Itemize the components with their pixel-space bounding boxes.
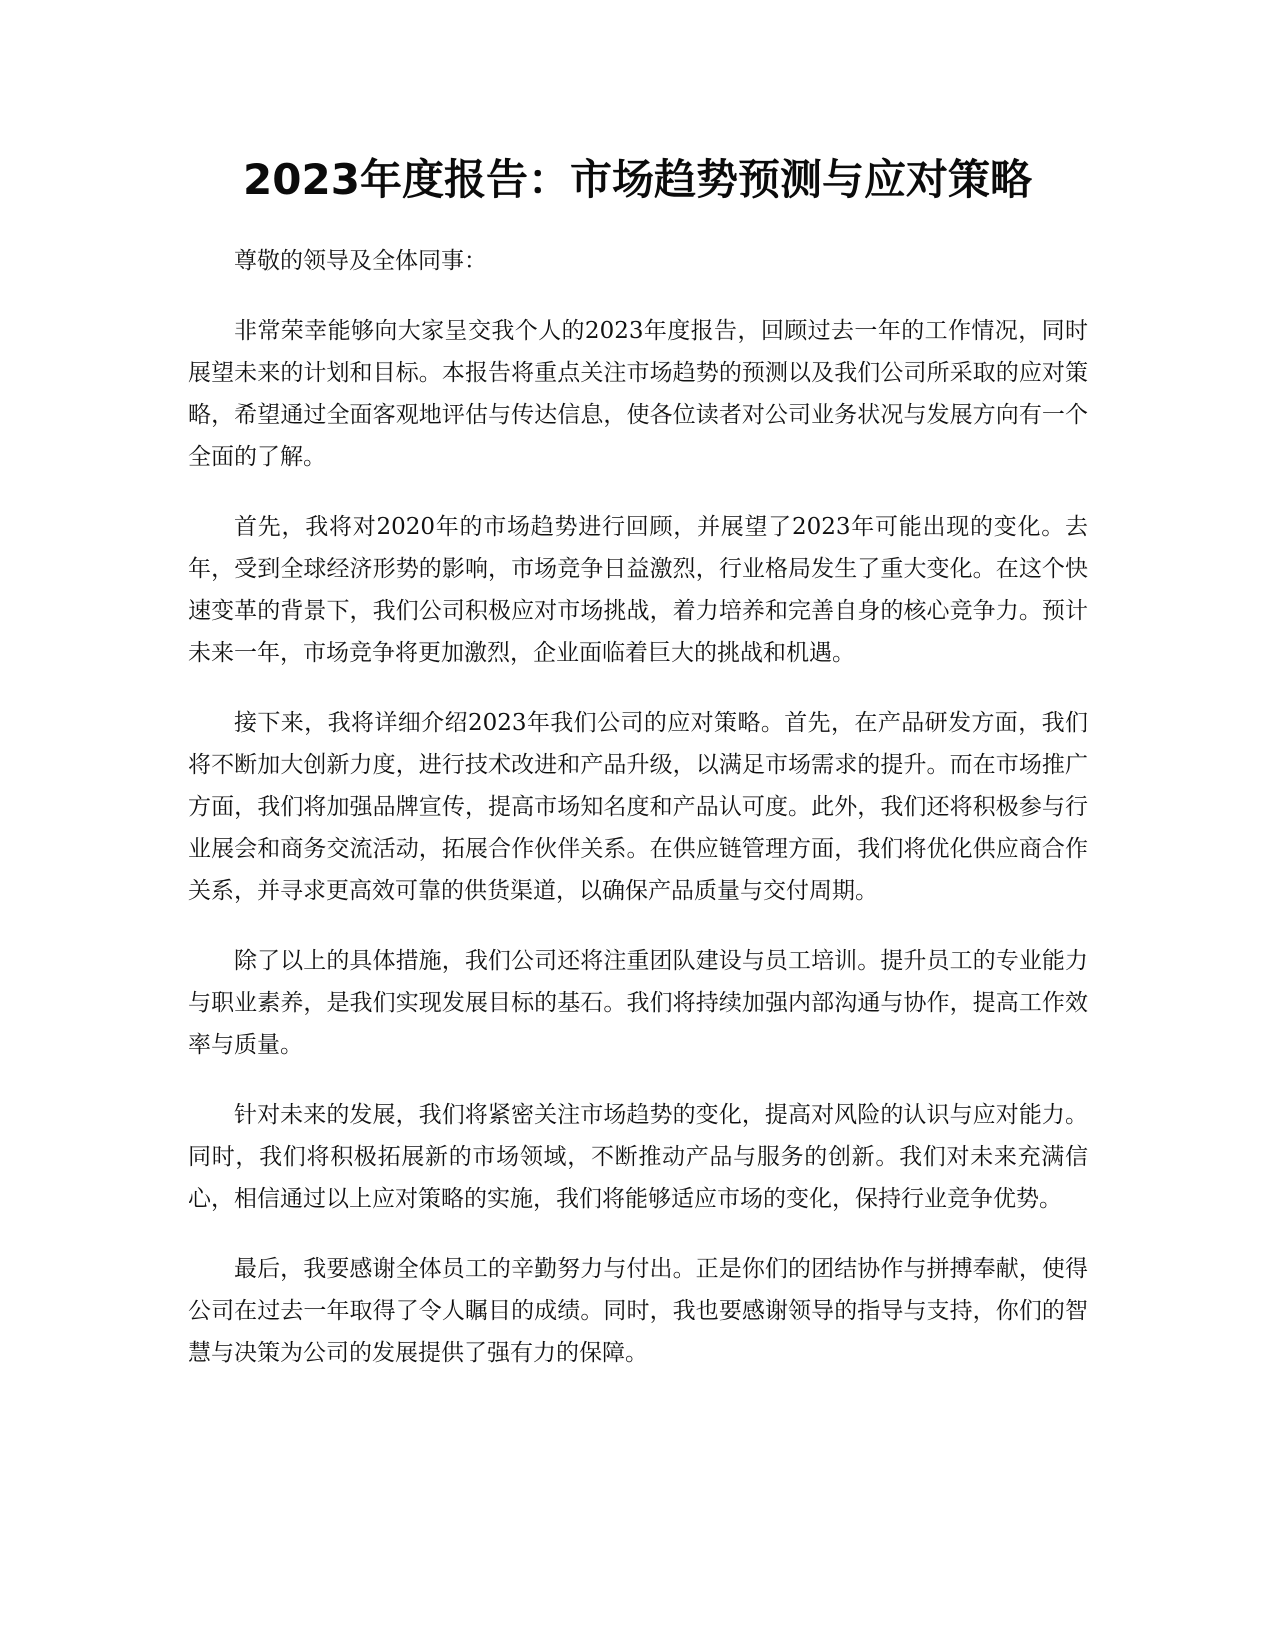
paragraph-market-review: 首先，我将对2020年的市场趋势进行回顾，并展望了2023年可能出现的变化。去年，受到全球经济形势的影响，市场竞争日益激烈，行业格局发生了重大变化。在这个快速变革的背景下，我们公司积极应对市场挑战，着力培养和完善自身的核心竞争力。预计未来一年，市场竞争将更加激烈，企业面临着巨大的挑战和机遇。: [188, 514, 1088, 666]
paragraph-team-building: 除了以上的具体措施，我们公司还将注重团队建设与员工培训。提升员工的专业能力与职业素养，是我们实现发展目标的基石。我们将持续加强内部沟通与协作，提高工作效率与质量。: [188, 948, 1088, 1058]
paragraph-acknowledgement: 最后，我要感谢全体员工的辛勤努力与付出。正是你们的团结协作与拼搏奉献，使得公司在过去一年取得了令人瞩目的成绩。同时，我也要感谢领导的指导与支持，你们的智慧与决策为公司的发展提供了强有力的保障。: [188, 1256, 1088, 1366]
document-title: 2023年度报告：市场趋势预测与应对策略: [243, 155, 1032, 204]
paragraph-introduction: 非常荣幸能够向大家呈交我个人的2023年度报告，回顾过去一年的工作情况，同时展望未来的计划和目标。本报告将重点关注市场趋势的预测以及我们公司所采取的应对策略，希望通过全面客观地评估与传达信息，使各位读者对公司业务状况与发展方向有一个全面的了解。: [188, 318, 1088, 470]
paragraph-strategy: 接下来，我将详细介绍2023年我们公司的应对策略。首先，在产品研发方面，我们将不断加大创新力度，进行技术改进和产品升级，以满足市场需求的提升。而在市场推广方面，我们将加强品牌宣传，提高市场知名度和产品认可度。此外，我们还将积极参与行业展会和商务交流活动，拓展合作伙伴关系。在供应链管理方面，我们将优化供应商合作关系，并寻求更高效可靠的供货渠道，以确保产品质量与交付周期。: [188, 710, 1088, 904]
paragraph-salutation: 尊敬的领导及全体同事：: [234, 248, 487, 274]
document-body: [188, 240, 1088, 1402]
paragraph-future-outlook: 针对未来的发展，我们将紧密关注市场趋势的变化，提高对风险的认识与应对能力。同时，我们将积极拓展新的市场领域，不断推动产品与服务的创新。我们对未来充满信心，相信通过以上应对策略的实施，我们将能够适应市场的变化，保持行业竞争优势。: [188, 1102, 1088, 1212]
